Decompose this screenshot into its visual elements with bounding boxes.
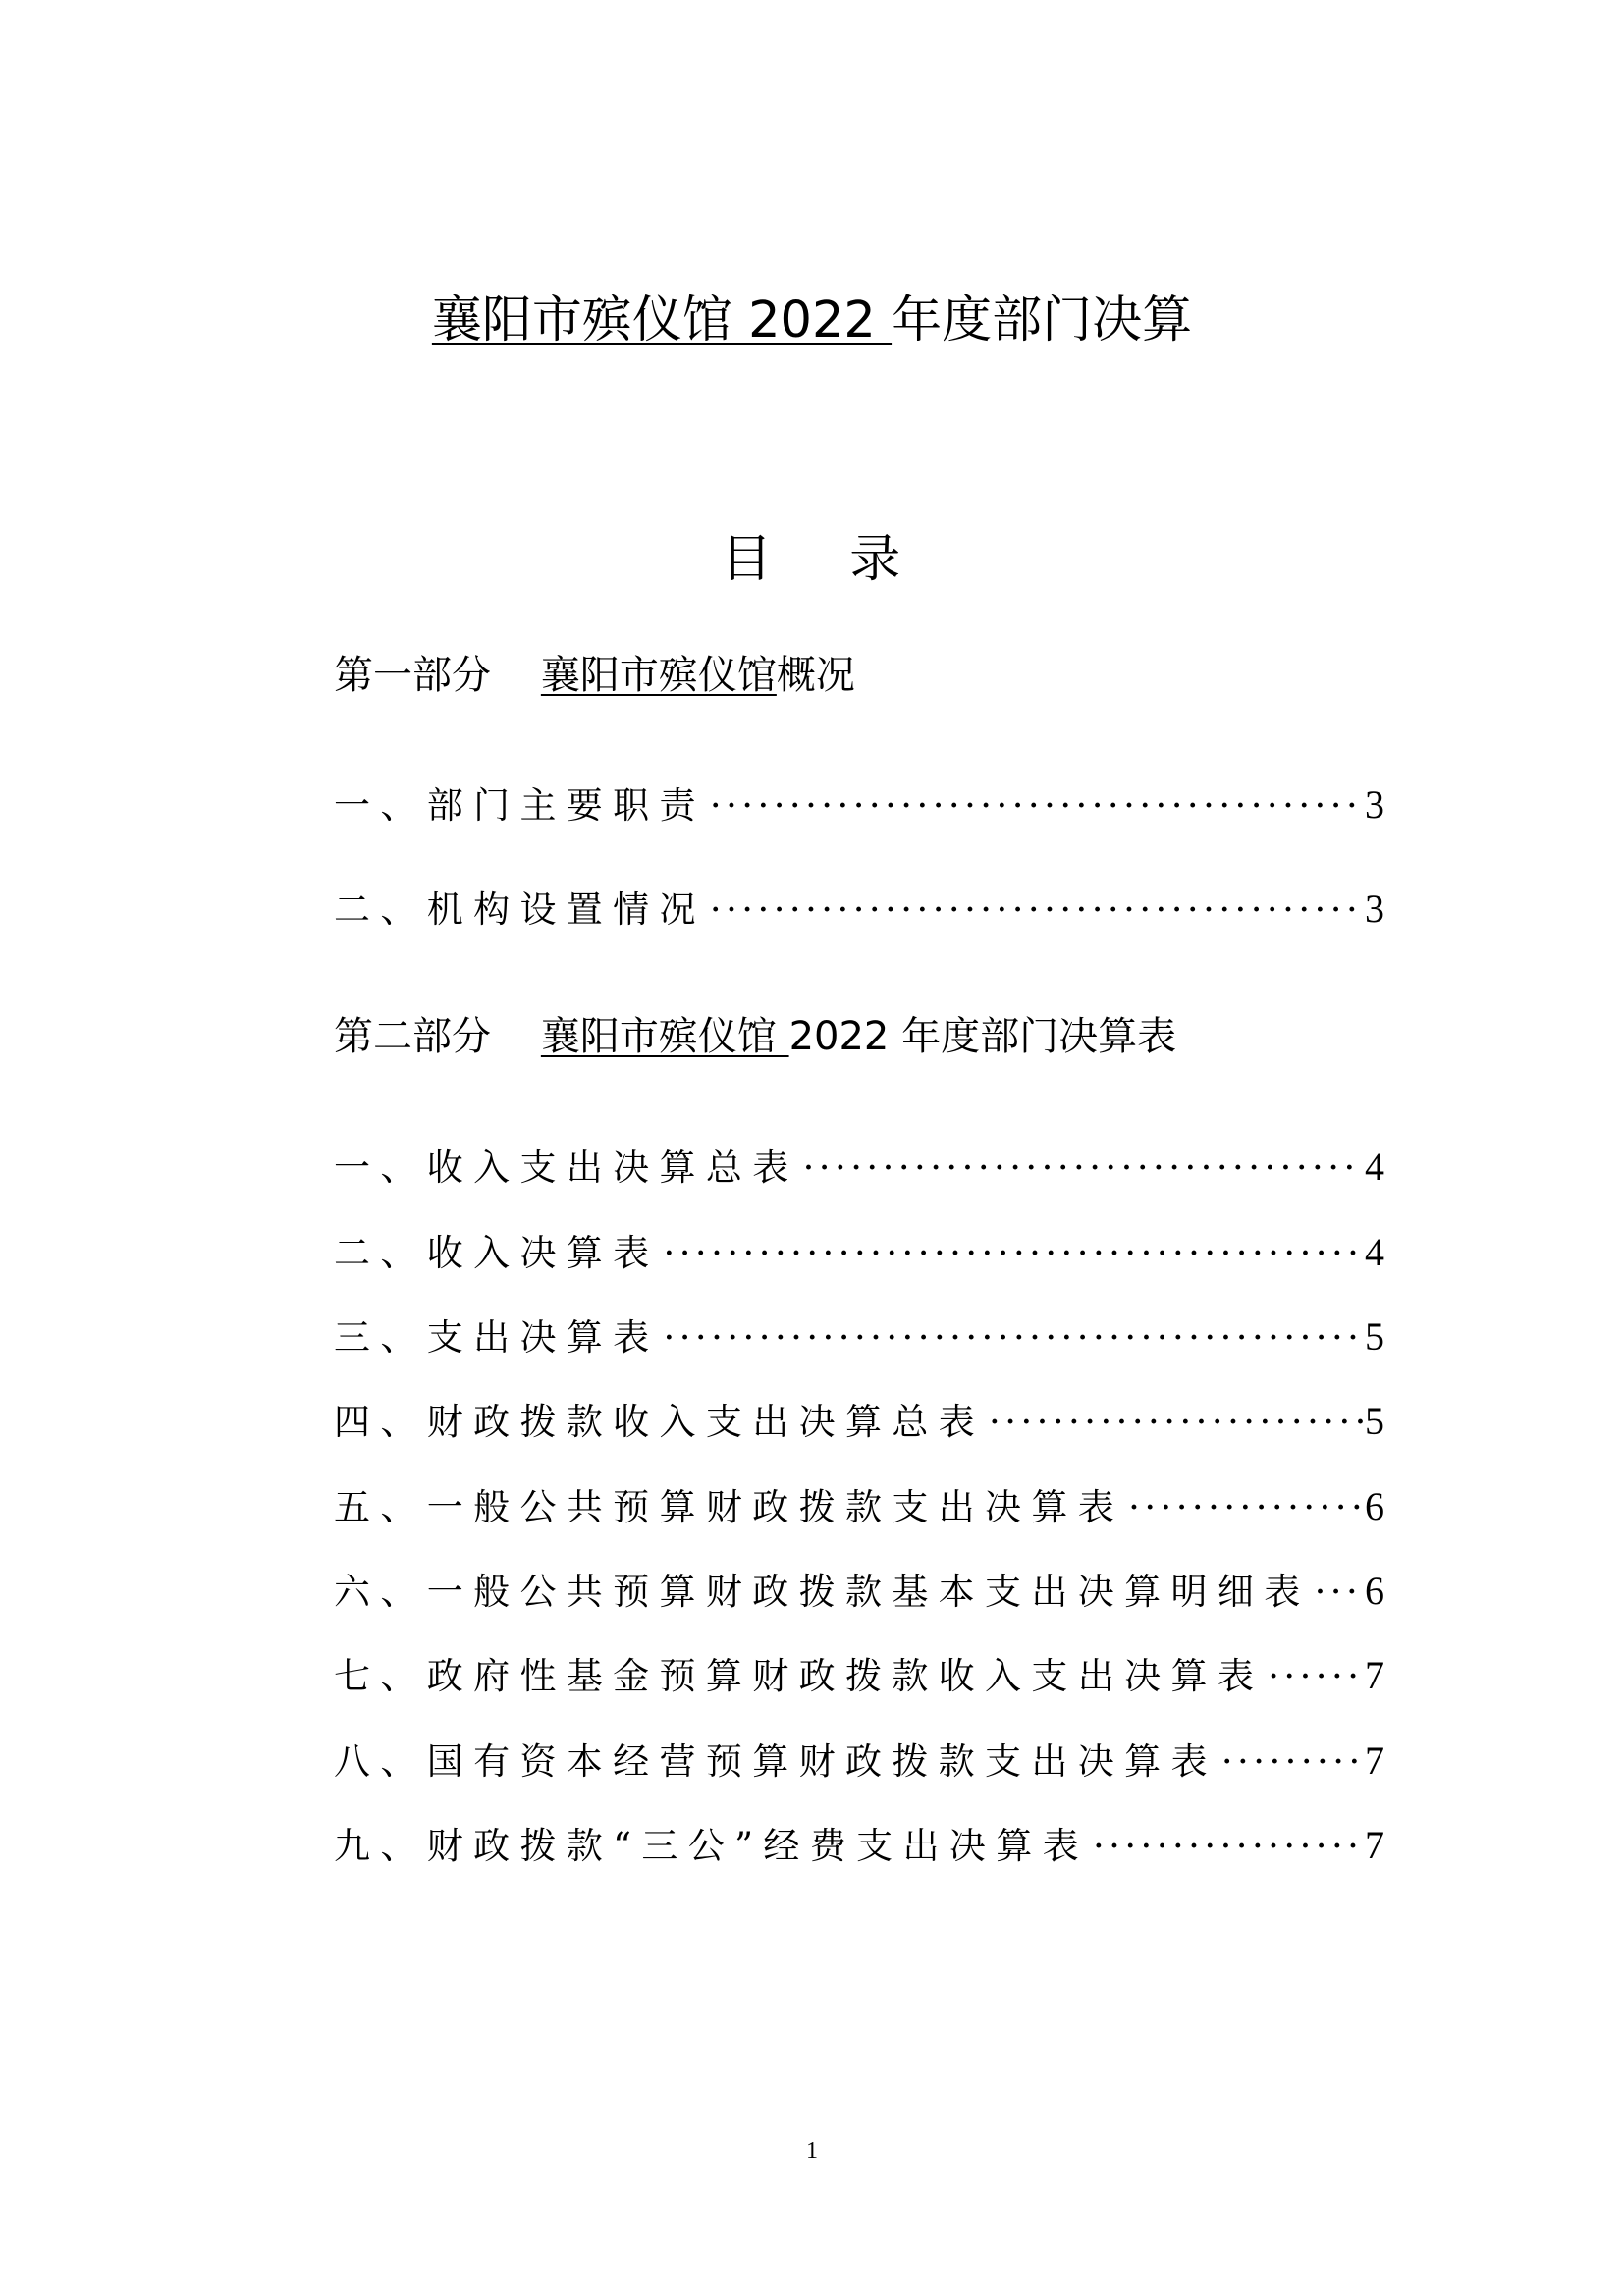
toc-entry-label: 二、收入决算表 (334, 1232, 660, 1274)
toc-entry[interactable] (334, 1225, 1384, 1280)
toc-dot-leader (1315, 1565, 1363, 1620)
toc-entry-page: 6 (1365, 1484, 1384, 1528)
document-title (0, 287, 1624, 355)
toc-entry-page: 7 (1365, 1653, 1384, 1697)
toc-entry[interactable] (334, 1394, 1384, 1449)
toc-entry-label: 八、国有资本经营预算财政拨款支出决算表 (334, 1740, 1218, 1783)
toc-entry-page: 3 (1365, 886, 1384, 931)
toc-entry-label: 五、一般公共预算财政拨款支出决算表 (334, 1486, 1125, 1528)
toc-dot-leader (664, 1226, 1363, 1281)
toc-part-2-suffix: 2022 年度部门决算表 (788, 1014, 1177, 1059)
toc-entry-page: 7 (1365, 1823, 1384, 1867)
toc-part-2-prefix: 第二部分 (334, 1014, 541, 1059)
toc-part-2-underlined: 襄阳市殡仪馆 (540, 1014, 789, 1059)
toc-dot-leader (803, 1141, 1363, 1196)
toc-heading: 目 录 (721, 530, 903, 589)
toc-dot-leader (664, 1310, 1363, 1365)
toc-entry-page: 3 (1365, 782, 1384, 827)
toc-entry[interactable] (334, 777, 1384, 832)
toc-dot-leader (1128, 1480, 1363, 1535)
toc-entry[interactable] (334, 1309, 1384, 1364)
toc-entry[interactable] (334, 1140, 1384, 1195)
toc-entry-label: 九、财政拨款“三公”经费支出决算表 (334, 1825, 1089, 1867)
toc-entry[interactable] (334, 1648, 1384, 1703)
toc-entry-page: 4 (1365, 1145, 1384, 1189)
toc-part-1-prefix: 第一部分 (334, 653, 541, 698)
toc-entry-page: 5 (1365, 1314, 1384, 1359)
toc-dot-leader (1268, 1649, 1363, 1704)
toc-entry-label: 四、财政拨款收入支出决算总表 (334, 1401, 986, 1443)
toc-entry-page: 5 (1365, 1399, 1384, 1443)
toc-entry-page: 6 (1365, 1569, 1384, 1613)
toc-entry-page: 7 (1365, 1738, 1384, 1783)
toc-entry[interactable] (334, 1734, 1384, 1789)
page-number: 1 (806, 2138, 818, 2163)
toc-dot-leader (989, 1395, 1363, 1450)
toc-entry-label: 三、支出决算表 (334, 1316, 660, 1359)
toc-entry-label: 一、部门主要职责 (334, 784, 706, 827)
toc-part-1-suffix: 概况 (776, 653, 855, 698)
toc-part-1-heading (334, 648, 855, 703)
toc-dot-leader (1093, 1819, 1363, 1874)
toc-entry[interactable] (334, 1479, 1384, 1534)
document-title-underlined: 襄阳市殡仪馆 2022 (431, 292, 893, 349)
toc-part-2-heading (334, 1009, 1176, 1064)
toc-part-1-underlined: 襄阳市殡仪馆 (540, 653, 777, 698)
toc-entry-label: 七、政府性基金预算财政拨款收入支出决算表 (334, 1655, 1265, 1697)
toc-dot-leader (1221, 1735, 1363, 1789)
toc-entry-label: 六、一般公共预算财政拨款基本支出决算明细表 (334, 1571, 1311, 1613)
toc-dot-leader (710, 882, 1363, 937)
toc-entry[interactable] (334, 881, 1384, 936)
toc-entry-label: 一、收入支出决算总表 (334, 1147, 799, 1189)
document-title-rest: 年度部门决算 (892, 292, 1193, 349)
toc-entry-page: 4 (1365, 1230, 1384, 1274)
toc-entry[interactable] (334, 1564, 1384, 1619)
toc-dot-leader (710, 778, 1363, 833)
toc-entry[interactable] (334, 1818, 1384, 1873)
toc-entry-label: 二、机构设置情况 (334, 888, 706, 931)
